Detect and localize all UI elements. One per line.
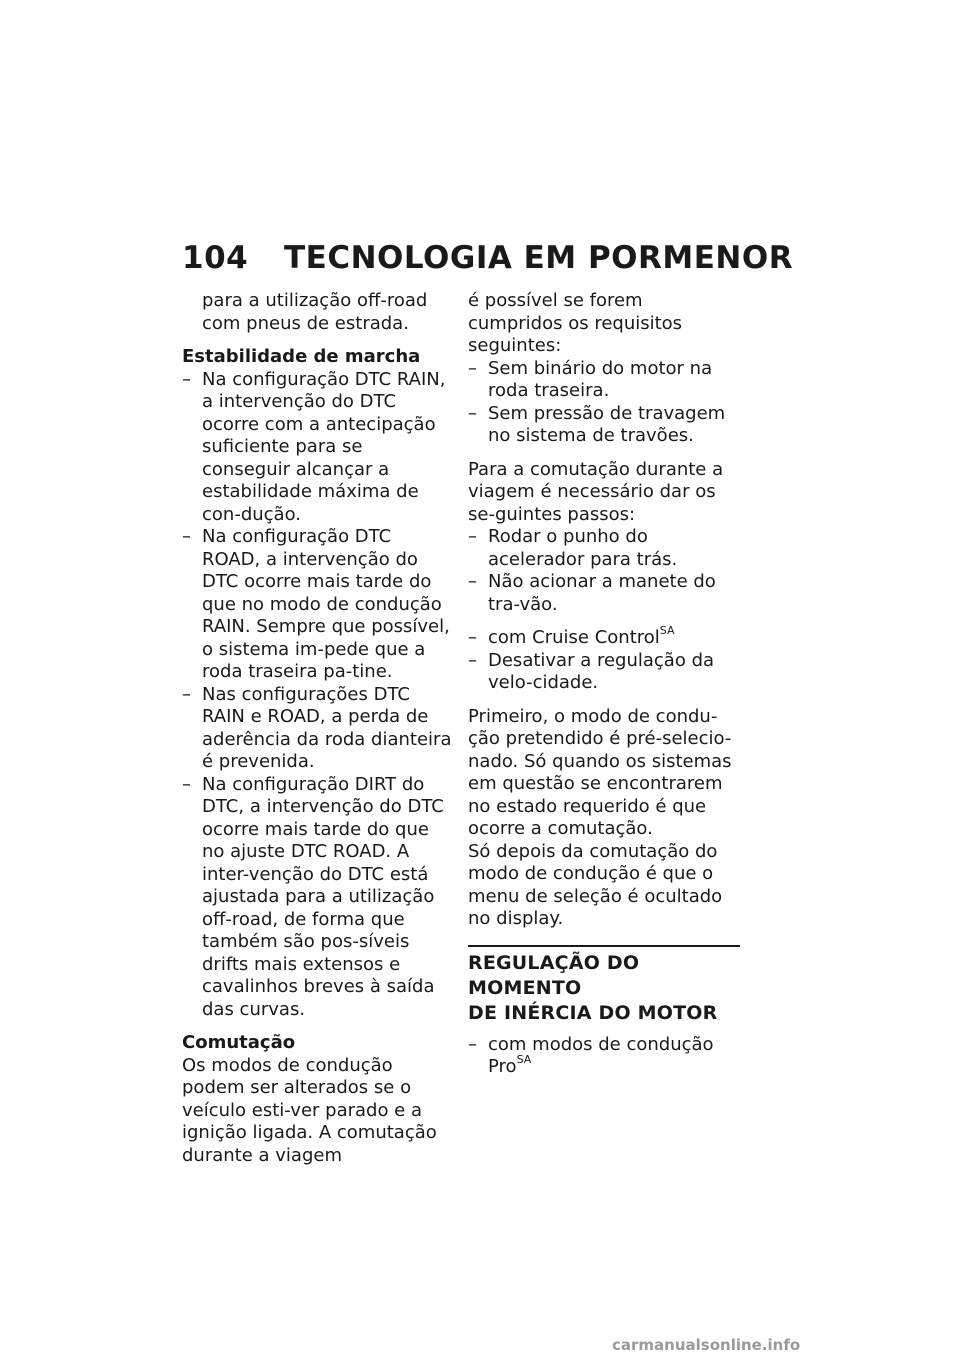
left-paragraph: Os modos de condução podem ser alterados se o veículo esti-ver parado e a ignição ligada. A comutação durante a viagem: [182, 1054, 437, 1166]
right-paragraph-1: Para a comutação durante a viagem é necessário dar os se-guintes passos:: [468, 458, 724, 525]
list-item: – Rodar o punho do acelerador para trás.: [468, 526, 678, 570]
section-heading: REGULAÇÃO DO MOMENTO DE INÉRCIA DO MOTOR: [468, 945, 740, 1026]
pro-modes-item: – com modos de condução Pro$^{SA}$: [468, 1033, 714, 1077]
heading-comutacao: Comutação: [182, 1032, 296, 1053]
watermark: carmanualsonline.info: [612, 1336, 801, 1354]
list-item: – Desativar a regulação da velo-cidade.: [468, 649, 715, 693]
list-item: – Na configuração DTC RAIN, a intervenção do DTC ocorre com a antecipação suficiente para se conseguir alcançar a estabilidade máxima de con-dução.: [182, 368, 446, 525]
right-column: [468, 290, 740, 1079]
list-item: – Nas configurações DTC RAIN e ROAD, a perda de aderência da roda dianteira é prevenida.: [182, 683, 452, 772]
list-item: – Sem binário do motor na roda traseira.: [468, 357, 713, 401]
page-header: [182, 240, 794, 276]
left-column: [182, 290, 454, 1167]
sa-superscript: SA: [516, 1053, 532, 1066]
cruise-control-item: – com Cruise Control$^{SA}$: [468, 624, 675, 648]
list-item: – Sem pressão de travagem no sistema de travões.: [468, 402, 726, 446]
list-item: – Na configuração DTC ROAD, a intervenção do DTC ocorre mais tarde do que no modo de condução RAIN. Sempre que possível, o sistema im-pede que a roda traseira pa-tine.: [182, 526, 450, 682]
left-intro: para a utilização off-road com pneus de estrada.: [202, 290, 428, 334]
right-paragraph-3: Só depois da comutação do modo de condução é que o menu de seleção é ocultado no display.: [468, 840, 723, 929]
right-intro: é possível se forem cumpridos os requisitos seguintes:: [468, 290, 683, 356]
heading-estabilidade: Estabilidade de marcha: [182, 346, 421, 367]
list-item: – Não acionar a manete do tra-vão.: [468, 571, 716, 615]
page-number: 104: [182, 240, 249, 276]
right-paragraph-2: Primeiro, o modo de condu-ção pretendido é pré-selecio-nado. Só quando os sistemas em questão se encontrarem no estado requerido é que ocorre a comutação.: [468, 705, 732, 839]
list-item: – Na configuração DIRT do DTC, a intervenção do DTC ocorre mais tarde do que no ajuste DTC ROAD. A inter-venção do DTC está ajustada para a utilização off-road, de forma que também são pos-síveis drifts mais extensos e cavalinhos breves à saída das curvas.: [182, 773, 444, 1020]
sa-superscript: SA: [659, 624, 675, 637]
chapter-title: TECNOLOGIA EM PORMENOR: [284, 240, 794, 276]
